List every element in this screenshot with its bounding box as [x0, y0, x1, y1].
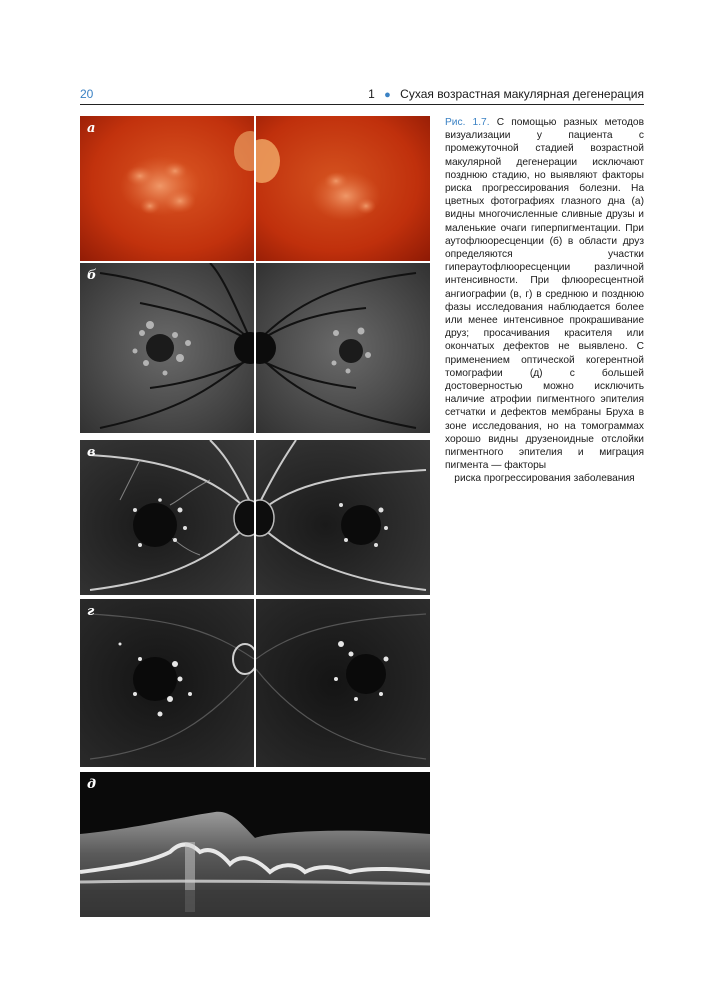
panel-divider [254, 263, 256, 433]
oct-scan-image [80, 772, 430, 917]
autofluorescence-left-image [80, 263, 254, 433]
autofluorescence-right-image [256, 263, 430, 433]
page-header [80, 86, 644, 105]
panel-divider [254, 440, 256, 595]
panel-label-b: б [87, 268, 97, 283]
fundus-left-eye-image [80, 116, 254, 261]
panel-label-a: а [87, 121, 96, 136]
panel-label-g: г [87, 604, 95, 619]
chapter-bullet-icon: ● [384, 89, 391, 101]
running-head [368, 87, 644, 101]
caption-last-line: риска прогрессирования заболевания [454, 473, 635, 485]
angiography-mid-left-image [80, 440, 254, 595]
panel-v-fluorescein-mid [80, 440, 430, 595]
caption-label: Рис. 1.7. [445, 117, 490, 128]
page-number: 20 [80, 87, 94, 101]
fundus-right-eye-image [256, 116, 430, 261]
figure-caption [445, 116, 644, 486]
angiography-late-right-image [256, 599, 430, 767]
angiography-late-left-image [80, 599, 254, 767]
panel-b-autofluorescence [80, 263, 430, 433]
panel-d-oct [80, 772, 430, 917]
chapter-title: Сухая возрастная макулярная дегенерация [400, 87, 644, 101]
panel-label-d: д [87, 777, 97, 792]
panel-a-color-fundus [80, 116, 430, 261]
panel-g-fluorescein-late [80, 599, 430, 767]
panel-divider [254, 599, 256, 767]
panel-divider [254, 116, 256, 261]
panel-label-v: в [87, 445, 96, 460]
angiography-mid-right-image [256, 440, 430, 595]
chapter-number: 1 [368, 87, 375, 101]
caption-text: С помощью разных методов визуализации у пациента с промежуточной стадией возрастной макулярной дегенерации исключают позднюю стадию, но выявляют факторы риска прогрессирования болезни. На цветных фотографиях глазного дна (а) видны многочисленные сливные друзы и маленькие очаги гиперпигментации. При аутофлюоресценции (б) в области друз определяются участки гипераутофлюоресценции различной интенсивности. При флюоресцентной ангиографии (в, г) в среднюю и позднюю фазы исследования наблюдается более или менее интенсивное прокрашивание друз; просачивания красителя или окончатых дефектов не выявлено. С применением оптической когерентной томографии (д) с большей достоверностью можно исключить наличие атрофии пигментного эпителия сетчатки и дефектов мембраны Бруха в зоне исследования, но на томограммах хорошо видны друзеноидные отслойки пигментного эпителия и миграция пигмента — факторы [445, 117, 644, 472]
